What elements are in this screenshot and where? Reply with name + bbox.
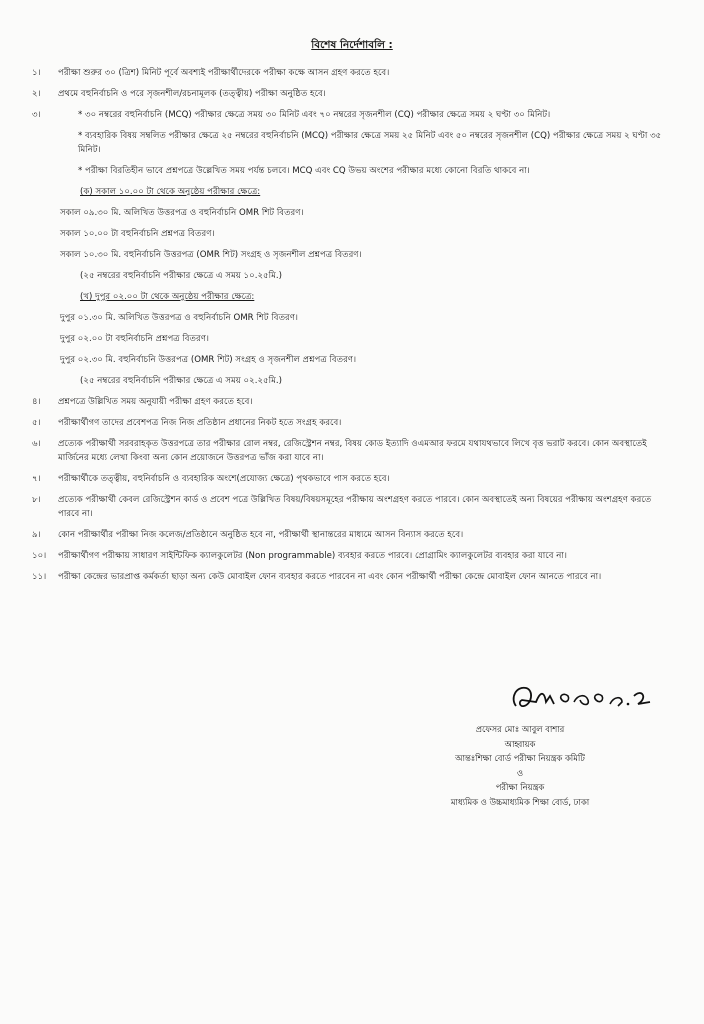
instruction-list bbox=[32, 66, 672, 591]
instruction-item-6 bbox=[32, 437, 672, 465]
item-number: ১১। bbox=[32, 572, 47, 582]
instruction-item-9 bbox=[32, 528, 672, 542]
item-text: পরীক্ষা কেন্দ্রের ভারপ্রাপ্ত কর্মকর্তা ছাড়া অন্য কেউ মোবাইল ফোন ব্যবহার করতে পারবেন না এবং কোন পরীক্ষার্থী পরীক্ষা কেন্দ্রে মোবাইল ফোন আনতে পারবে না। bbox=[58, 572, 602, 582]
item-number: ৫। bbox=[32, 418, 41, 428]
signatory-name: প্রফেসর মোঃ আবুল বাশার bbox=[475, 724, 565, 734]
instruction-item-1 bbox=[32, 66, 672, 80]
schedule-line: সকাল ১০.০০ টা বহুনির্বাচনি প্রশ্নপত্র বিতরণ। bbox=[60, 229, 215, 239]
item-number: ৮। bbox=[32, 495, 41, 505]
mcq-cq-time-note: * ৩০ নম্বরের বহুনির্বাচনি (MCQ) পরীক্ষার ক্ষেত্রে সময় ৩০ মিনিট এবং ৭০ নম্বরের সৃজনশীল (CQ) পরীক্ষার ক্ষেত্রে সময় ২ ঘণ্টা ৩০ মিনিট। bbox=[78, 110, 551, 120]
item-number: ২। bbox=[32, 89, 41, 99]
instruction-item-3 bbox=[32, 108, 672, 388]
board-name: মাধ্যমিক ও উচ্চমাধ্যমিক শিক্ষা বোর্ড, ঢাকা bbox=[450, 796, 590, 807]
item-text: প্রথমে বহুনির্বাচনি ও পরে সৃজনশীল/রচনামূলক (তত্ত্বীয়) পরীক্ষা অনুষ্ঠিত হবে। bbox=[58, 89, 326, 99]
schedule-line: দুপুর ০১.৩০ মি. অলিখিত উত্তরপত্র ও বহুনির্বাচনি OMR শিট বিতরণ। bbox=[60, 313, 299, 323]
item-number: ১। bbox=[32, 68, 41, 78]
instruction-item-4 bbox=[32, 395, 672, 409]
item-text: প্রশ্নপত্রে উল্লিখিত সময় অনুযায়ী পরীক্ষা গ্রহণ করতে হবে। bbox=[58, 397, 253, 407]
morning-schedule-heading: (ক) সকাল ১০.০০ টা থেকে অনুষ্ঠেয় পরীক্ষার ক্ষেত্রে: bbox=[80, 187, 261, 197]
schedule-note: (২৫ নম্বরের বহুনির্বাচনি পরীক্ষার ক্ষেত্রে এ সময় ০২.২৫মি.) bbox=[80, 376, 282, 386]
schedule-line: দুপুর ০২.০০ টা বহুনির্বাচনি প্রশ্নপত্র বিতরণ। bbox=[60, 334, 210, 344]
instruction-item-2 bbox=[32, 87, 672, 101]
instruction-item-5 bbox=[32, 416, 672, 430]
committee-name: আন্তঃশিক্ষা বোর্ড পরীক্ষা নিয়ন্ত্রক কমিটি bbox=[455, 753, 585, 763]
item-text: কোন পরীক্ষার্থীর পরীক্ষা নিজ কলেজ/প্রতিষ্ঠানে অনুষ্ঠিত হবে না, পরীক্ষার্থী স্থানান্তরের মাধ্যমে আসন বিন্যাস করতে হবে। bbox=[58, 530, 464, 540]
item-number: ৯। bbox=[32, 530, 41, 540]
no-break-note: * পরীক্ষা বিরতিহীন ভাবে প্রশ্নপত্রে উল্লেখিত সময় পর্যন্ত চলবে। MCQ এবং CQ উভয় অংশের পরীক্ষার মধ্যে কোনো বিরতি থাকবে না। bbox=[78, 166, 530, 176]
signatory-role: আহ্বায়ক bbox=[504, 738, 536, 749]
item-text: পরীক্ষা শুরুর ৩০ (ত্রিশ) মিনিট পূর্বে অবশ্যই পরীক্ষার্থীদেরকে পরীক্ষা কক্ষে আসন গ্রহণ করতে হবে। bbox=[58, 68, 390, 78]
afternoon-schedule-heading: (খ) দুপুর ০২.০০ টা থেকে অনুষ্ঠেয় পরীক্ষার ক্ষেত্রে: bbox=[80, 292, 255, 302]
item-number: ১০। bbox=[32, 551, 47, 561]
item-number: ৭। bbox=[32, 474, 41, 484]
item-text: পরীক্ষার্থীকে তত্ত্বীয়, বহুনির্বাচনি ও ব্যবহারিক অংশে(প্রযোজ্য ক্ষেত্রে) পৃথকভাবে পাস করতে হবে। bbox=[58, 474, 390, 484]
item-number: ৪। bbox=[32, 397, 41, 407]
item-text: প্রত্যেক পরীক্ষার্থী সরবরাহকৃত উত্তরপত্রে তার পরীক্ষার রোল নম্বর, রেজিস্ট্রেশন নম্বর, বিষয় কোড ইত্যাদি ওএমআর ফরমে যথাযথভাবে লিখে বৃত্ত ভরাট করবে। কোন অবস্থাতেই মার্জিনের মধ্যে লেখা কিংবা অন্য কোন প্রয়োজনে উত্তরপত্র ভাঁজ করা যাবে না। bbox=[58, 439, 647, 463]
schedule-note: (২৫ নম্বরের বহুনির্বাচনি পরীক্ষার ক্ষেত্রে এ সময় ১০.২৫মি.) bbox=[80, 271, 282, 281]
item-number: ৬। bbox=[32, 439, 41, 449]
item-text: প্রত্যেক পরীক্ষার্থী কেবল রেজিস্ট্রেশন কার্ড ও প্রবেশ পত্রে উল্লিখিত বিষয়/বিষয়সমূহের পরীক্ষায় অংশগ্রহণ করতে পারবে। কোন অবস্থাতেই অন্য বিষয়ের পরীক্ষায় অংশগ্রহণ করতে পারবে না। bbox=[58, 495, 652, 519]
signatory-block bbox=[420, 722, 620, 809]
instruction-item-11 bbox=[32, 570, 672, 584]
conjunction: ও bbox=[516, 767, 524, 778]
item-number: ৩। bbox=[32, 110, 41, 120]
instruction-item-10 bbox=[32, 549, 672, 563]
practical-subject-time-note: * ব্যবহারিক বিষয় সম্বলিত পরীক্ষার ক্ষেত্রে ২৫ নম্বরের বহুনির্বাচনি (MCQ) পরীক্ষার ক্ষেত্রে সময় ২৫ মিনিট এবং ৫০ নম্বরের সৃজনশীল (CQ) পরীক্ষার ক্ষেত্রে সময় ২ ঘণ্টা ৩৫ মিনিট। bbox=[78, 131, 662, 155]
schedule-line: দুপুর ০২.৩০ মি. বহুনির্বাচনি উত্তরপত্র (OMR শিট) সংগ্রহ ও সৃজনশীল প্রশ্নপত্র বিতরণ। bbox=[60, 355, 357, 365]
item-text: পরীক্ষার্থীগণ পরীক্ষায় সাধারণ সাইন্টিফিক ক্যালকুলেটর (Non programmable) ব্যবহার করতে পারবে। প্রোগ্রামিং ক্যালকুলেটর ব্যবহার করা যাবে না। bbox=[58, 551, 567, 561]
signatory-role-2: পরীক্ষা নিয়ন্ত্রক bbox=[495, 782, 545, 792]
signature-scribble bbox=[506, 676, 656, 722]
schedule-line: সকাল ০৯.৩০ মি. অলিখিত উত্তরপত্র ও বহুনির্বাচনি OMR শিট বিতরণ। bbox=[60, 208, 304, 218]
item-text: পরীক্ষার্থীগণ তাদের প্রবেশপত্র নিজ নিজ প্রতিষ্ঠান প্রধানের নিকট হতে সংগ্রহ করবে। bbox=[58, 418, 342, 428]
instruction-item-7 bbox=[32, 472, 672, 486]
handwritten-signature bbox=[506, 676, 656, 726]
instruction-item-8 bbox=[32, 493, 672, 521]
document-title: বিশেষ নির্দেশাবলি : bbox=[311, 39, 393, 51]
schedule-line: সকাল ১০.৩০ মি. বহুনির্বাচনি উত্তরপত্র (OMR শিট) সংগ্রহ ও সৃজনশীল প্রশ্নপত্র বিতরণ। bbox=[60, 250, 362, 260]
